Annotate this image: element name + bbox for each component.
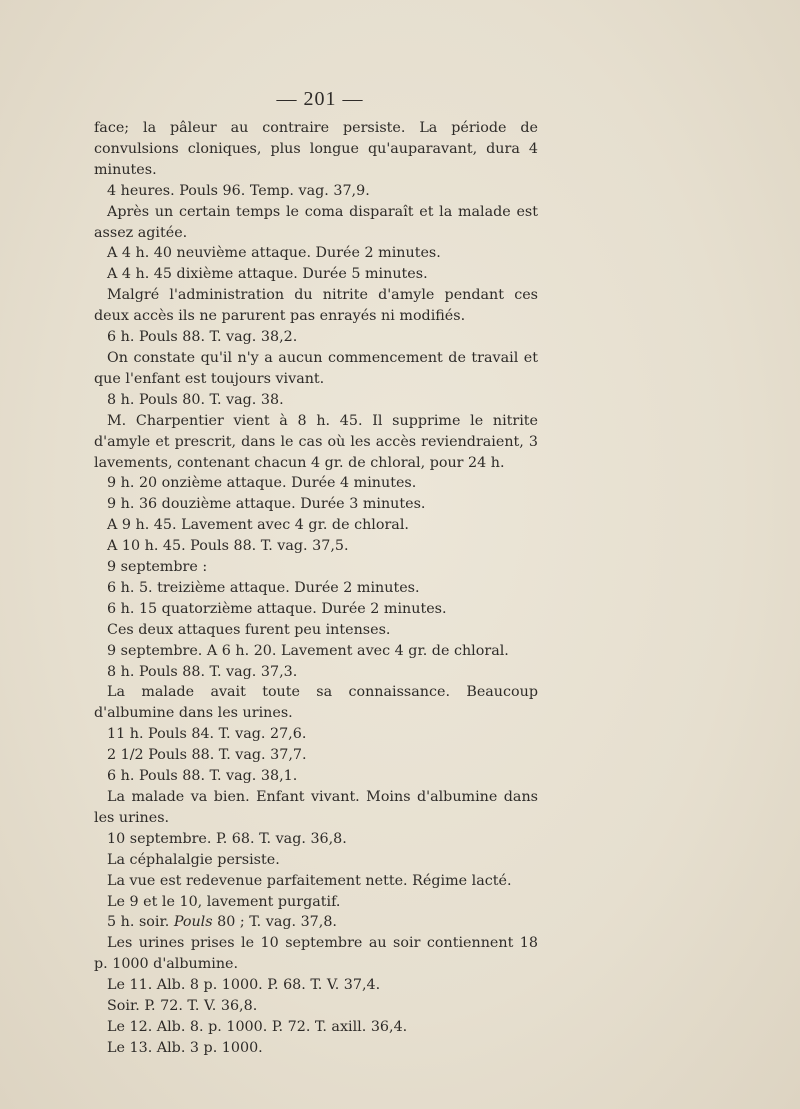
paragraph: 6 h. Pouls 88. T. vag. 38,2. (107, 329, 298, 346)
paragraph: M. Charpentier vient à 8 h. 45. Il supprime le nitrite d'amyle et prescrit, dans le cas où les accès reviendraient, 3 lavements, contenant chacun 4 gr. de chloral, pour 24 h. (94, 412, 538, 471)
paragraph: 9 septembre : (107, 559, 208, 576)
paragraph: 2 1/2 Pouls 88. T. vag. 37,7. (107, 747, 307, 764)
paragraph: Le 12. Alb. 8. p. 1000. P. 72. T. axill. 36,4. (107, 1018, 408, 1035)
paragraph: A 9 h. 45. Lavement avec 4 gr. de chloral. (107, 517, 409, 534)
paragraph: Les urines prises le 10 septembre au soir contiennent 18 p. 1000 d'albumine. (94, 935, 538, 973)
paragraph-fragment: 5 h. soir. (107, 914, 174, 931)
paragraph: 8 h. Pouls 80. T. vag. 38. (107, 391, 284, 408)
paragraph-fragment: 80 ; T. vag. 37,8. (212, 914, 337, 931)
paragraph: Malgré l'administration du nitrite d'amyle pendant ces deux accès ils ne parurent pas enrayés ni modifiés. (94, 287, 538, 325)
paragraph: 6 h. Pouls 88. T. vag. 38,1. (107, 768, 298, 785)
paragraph: A 4 h. 40 neuvième attaque. Durée 2 minutes. (107, 245, 441, 262)
paragraph: On constate qu'il n'y a aucun commencement de travail et que l'enfant est toujours vivant. (94, 349, 538, 387)
paragraph: 6 h. 5. treizième attaque. Durée 2 minutes. (107, 579, 420, 596)
paragraph: A 10 h. 45. Pouls 88. T. vag. 37,5. (107, 538, 349, 555)
paragraph: 8 h. Pouls 88. T. vag. 37,3. (107, 663, 298, 680)
body-text (94, 118, 538, 1059)
paragraph: 10 septembre. P. 68. T. vag. 36,8. (107, 830, 347, 847)
paragraph: Soir. P. 72. T. V. 36,8. (107, 998, 258, 1015)
paragraph: Le 9 et le 10, lavement purgatif. (107, 893, 341, 910)
paragraph: 4 heures. Pouls 96. Temp. vag. 37,9. (107, 182, 370, 199)
page-number: — 201 — (276, 88, 364, 110)
paragraph-fragment-italic: Pouls (173, 914, 213, 931)
paragraph: 9 septembre. A 6 h. 20. Lavement avec 4 gr. de chloral. (107, 642, 509, 659)
paragraph: La malade avait toute sa connaissance. Beaucoup d'albumine dans les urines. (94, 684, 538, 722)
paragraph: A 4 h. 45 dixième attaque. Durée 5 minutes. (107, 266, 428, 283)
paragraph: 9 h. 20 onzième attaque. Durée 4 minutes. (107, 475, 417, 492)
paragraph: face; la pâleur au contraire persiste. La période de convulsions cloniques, plus longue qu'auparavant, dura 4 minutes. (94, 120, 538, 178)
paragraph: Le 11. Alb. 8 p. 1000. P. 68. T. V. 37,4. (107, 977, 381, 994)
paragraph: 9 h. 36 douzième attaque. Durée 3 minutes. (107, 496, 426, 513)
paragraph: 6 h. 15 quatorzième attaque. Durée 2 minutes. (107, 600, 447, 617)
paragraph (94, 912, 538, 933)
paragraph: Ces deux attaques furent peu intenses. (107, 621, 391, 638)
paragraph: 11 h. Pouls 84. T. vag. 27,6. (107, 726, 307, 743)
paragraph: Après un certain temps le coma disparaît et la malade est assez agitée. (94, 203, 538, 241)
paragraph: La vue est redevenue parfaitement nette. Régime lacté. (107, 872, 512, 889)
paragraph: La céphalalgie persiste. (107, 851, 280, 868)
paragraph: Le 13. Alb. 3 p. 1000. (107, 1039, 263, 1056)
paragraph: La malade va bien. Enfant vivant. Moins d'albumine dans les urines. (94, 789, 538, 826)
